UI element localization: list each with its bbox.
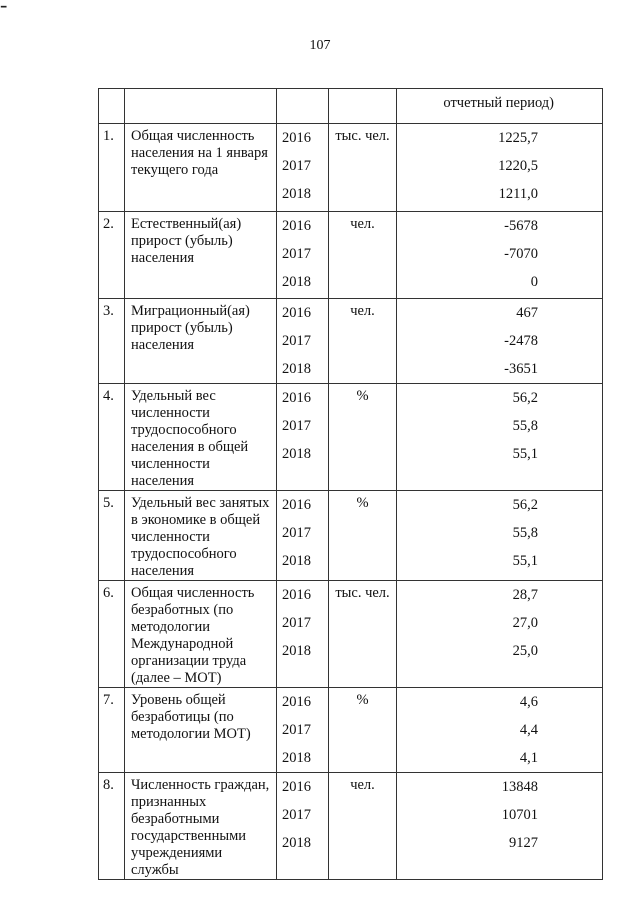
year-value: 2016 (282, 497, 311, 513)
period-value: 55,8 (512, 418, 538, 434)
table-row (99, 384, 603, 491)
corner-mark: - (0, 0, 8, 17)
year-value: 2017 (282, 333, 311, 349)
row-number: 1. (99, 124, 125, 212)
unit-cell: чел. (329, 773, 397, 880)
indicator-name: Общая численность населения на 1 января текущего года (125, 124, 277, 212)
table-row (99, 688, 603, 773)
indicator-name: Численность граждан, признанных безработными государственными учреждениями службы (125, 773, 277, 880)
unit-cell: % (329, 384, 397, 491)
header-cell-year (277, 89, 329, 124)
row-number: 8. (99, 773, 125, 880)
period-value: 56,2 (512, 390, 538, 406)
period-value: 4,1 (519, 750, 538, 766)
period-value: 55,1 (512, 446, 538, 462)
period-value: 1220,5 (498, 158, 538, 174)
table-row (99, 491, 603, 581)
row-number: 7. (99, 688, 125, 773)
year-value: 2017 (282, 615, 311, 631)
year-cell (277, 491, 329, 581)
period-value: 467 (516, 305, 538, 321)
table-row (99, 124, 603, 212)
row-number: 4. (99, 384, 125, 491)
value-cell (397, 581, 603, 688)
year-cell (277, 581, 329, 688)
period-value: 13848 (501, 779, 538, 795)
unit-cell: % (329, 688, 397, 773)
year-value: 2018 (282, 446, 311, 462)
unit-cell: чел. (329, 212, 397, 299)
year-cell (277, 384, 329, 491)
indicator-name: Естественный(ая) прирост (убыль) населения (125, 212, 277, 299)
table-header-row (99, 89, 603, 124)
row-number: 2. (99, 212, 125, 299)
indicator-name: Общая численность безработных (по методологии Международной организации труда (далее – МОТ) (125, 581, 277, 688)
statistics-table (98, 88, 603, 880)
value-cell (397, 299, 603, 384)
period-value: 10701 (501, 807, 538, 823)
value-cell (397, 491, 603, 581)
year-value: 2017 (282, 807, 311, 823)
header-cell-period: отчетный период) (397, 89, 603, 124)
period-value: 1225,7 (498, 130, 538, 146)
year-value: 2016 (282, 218, 311, 234)
table-row (99, 299, 603, 384)
period-value: 55,1 (512, 553, 538, 569)
period-value: 28,7 (512, 587, 538, 603)
period-value: 25,0 (512, 643, 538, 659)
year-value: 2016 (282, 779, 311, 795)
year-value: 2016 (282, 130, 311, 146)
header-cell-no (99, 89, 125, 124)
year-value: 2018 (282, 835, 311, 851)
indicator-name: Удельный вес занятых в экономике в общей численности трудоспособного населения (125, 491, 277, 581)
unit-cell: % (329, 491, 397, 581)
period-value: -5678 (504, 218, 538, 234)
year-value: 2017 (282, 246, 311, 262)
period-value: 55,8 (512, 525, 538, 541)
row-number: 5. (99, 491, 125, 581)
row-number: 3. (99, 299, 125, 384)
period-value: 4,4 (519, 722, 538, 738)
value-cell (397, 688, 603, 773)
row-number: 6. (99, 581, 125, 688)
year-cell (277, 688, 329, 773)
period-value: 1211,0 (498, 186, 538, 202)
year-cell (277, 299, 329, 384)
period-value: -7070 (504, 246, 538, 262)
year-value: 2018 (282, 186, 311, 202)
unit-cell: чел. (329, 299, 397, 384)
year-value: 2016 (282, 587, 311, 603)
table-row (99, 581, 603, 688)
indicator-name: Удельный вес численности трудоспособного населения в общей численности населения (125, 384, 277, 491)
header-cell-unit (329, 89, 397, 124)
year-cell (277, 773, 329, 880)
period-value: -3651 (504, 361, 538, 377)
value-cell (397, 773, 603, 880)
unit-cell: тыс. чел. (329, 581, 397, 688)
year-value: 2016 (282, 390, 311, 406)
table-row (99, 773, 603, 880)
period-value: 0 (530, 274, 538, 290)
unit-cell: тыс. чел. (329, 124, 397, 212)
year-value: 2017 (282, 722, 311, 738)
value-cell (397, 212, 603, 299)
year-cell (277, 212, 329, 299)
year-value: 2018 (282, 361, 311, 377)
year-value: 2018 (282, 643, 311, 659)
value-cell (397, 384, 603, 491)
period-value: 9127 (509, 835, 538, 851)
year-value: 2016 (282, 694, 311, 710)
period-value: 56,2 (512, 497, 538, 513)
year-value: 2018 (282, 274, 311, 290)
indicator-name: Миграционный(ая) прирост (убыль) населения (125, 299, 277, 384)
year-cell (277, 124, 329, 212)
year-value: 2018 (282, 553, 311, 569)
table-row (99, 212, 603, 299)
period-value: 27,0 (512, 615, 538, 631)
header-cell-indicator (125, 89, 277, 124)
indicator-name: Уровень общей безработицы (по методологии МОТ) (125, 688, 277, 773)
year-value: 2018 (282, 750, 311, 766)
page-number: 107 (309, 38, 331, 53)
value-cell (397, 124, 603, 212)
period-value: -2478 (504, 333, 538, 349)
year-value: 2017 (282, 158, 311, 174)
period-value: 4,6 (519, 694, 538, 710)
year-value: 2017 (282, 525, 311, 541)
year-value: 2016 (282, 305, 311, 321)
year-value: 2017 (282, 418, 311, 434)
